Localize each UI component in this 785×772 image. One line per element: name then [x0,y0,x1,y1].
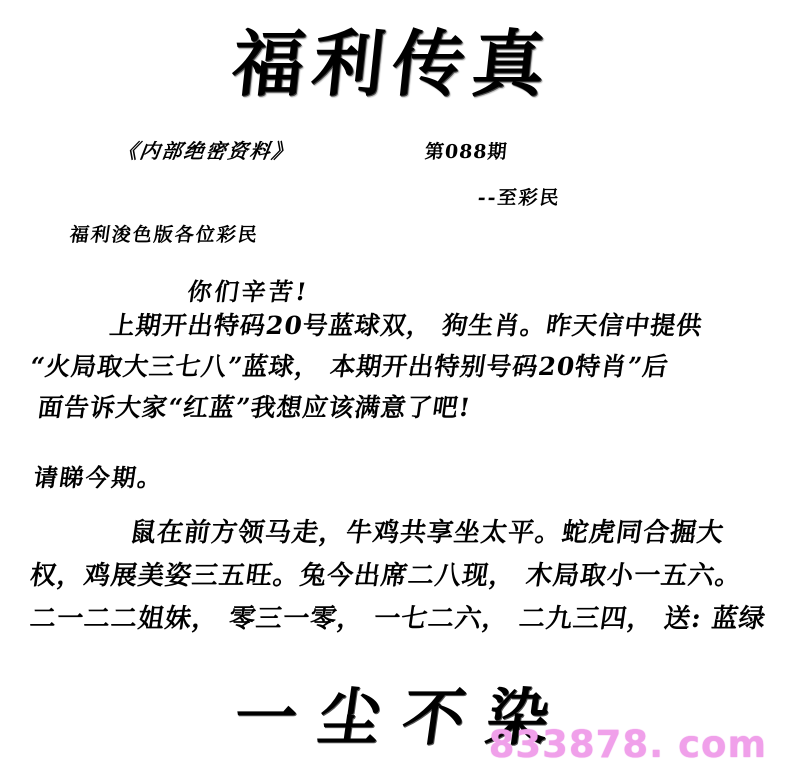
dedication-text: --至彩民 [476,187,562,209]
verse-line: 鼠在前方领马走，牛鸡共享坐太平。蛇虎同合掘大 [127,518,727,548]
body-paragraph [27,305,760,428]
subtitle-secret-material: 《内部绝密资料》 [116,139,296,163]
page-title: 福利传真 [228,21,558,106]
body-line: 面告诉大家“红蓝”我想应该满意了吧! [35,393,473,422]
body-line: “火局取大三七八”蓝球， 本期开出特别号码20特肖”后 [27,352,671,381]
body-line: 上期开出特码20号蓝球双， 狗生肖。昨天信中提供 [107,311,705,340]
request-line: 请睇今期。 [31,463,166,492]
verse-line: 二一二二姐妹， 零三一零， 一七二六， 二九三四， 送: 蓝绿 [27,604,769,634]
verse-line: 权，鸡展美姿三五旺。兔今出席二八现， 木局取小一五六。 [27,561,745,591]
exclamation-line: 你们辛苦! [185,277,312,306]
site-watermark: 833878. com [488,723,767,766]
issue-number: 第088期 [423,141,509,163]
subheader-row [0,135,785,163]
slogan-text: 一尘不染 [229,681,576,754]
verse-paragraph [27,512,770,641]
greeting-line: 福利浚色版各位彩民 [68,224,261,246]
